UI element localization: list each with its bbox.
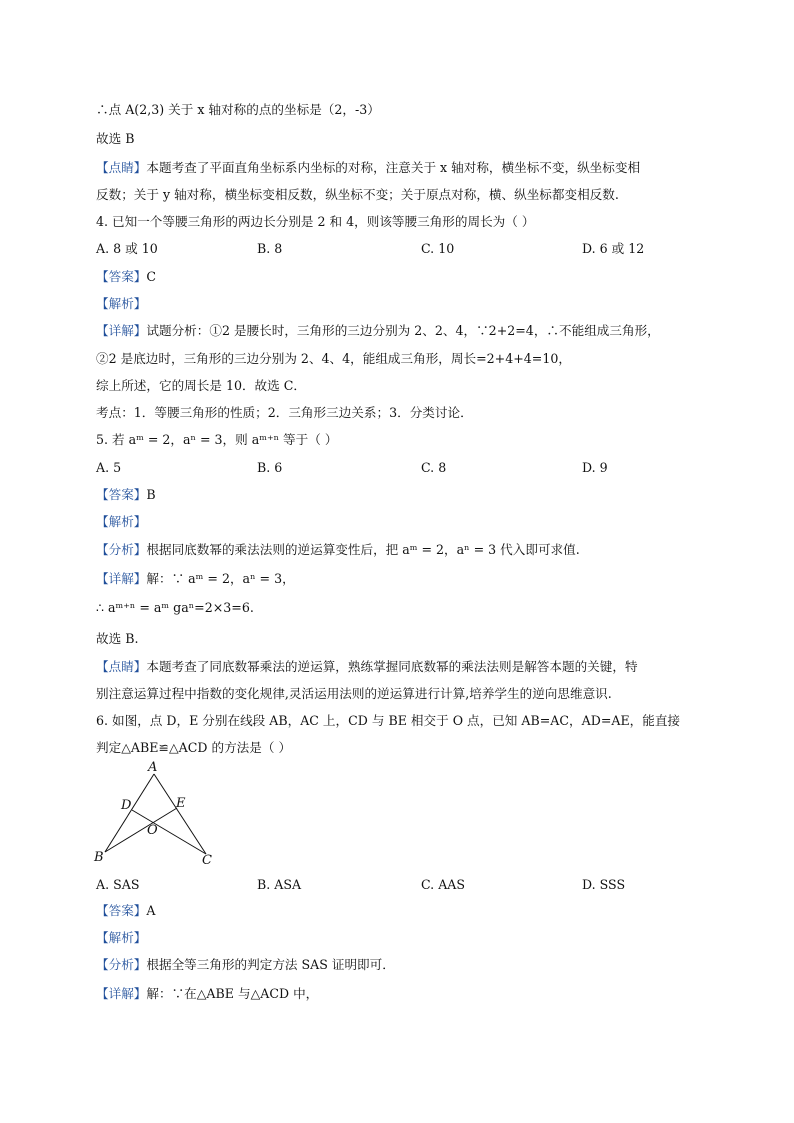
q5-option-d: D. 9	[582, 460, 608, 475]
section-tag: 【分析】	[96, 542, 147, 557]
section-tag: 【点睛】	[96, 659, 147, 674]
q4-analysis-heading	[96, 295, 146, 313]
section-tag: 【详解】	[96, 571, 147, 586]
q4-option-c: C. 10	[421, 241, 455, 256]
label-d: D	[121, 798, 132, 813]
section-tag: 【点睛】	[96, 160, 147, 175]
label-a: A	[148, 760, 158, 775]
q6-option-c: C. AAS	[421, 877, 466, 892]
section-tag: 【答案】	[96, 269, 147, 284]
label-c: C	[202, 853, 212, 868]
q6-detail: 【详解】解：∵在△ABE 与△ACD 中，	[96, 986, 319, 1001]
q6-analysis-heading	[96, 929, 146, 947]
question-6-line-2: 判定△ABE≌△ACD 的方法是（ ）	[96, 740, 292, 755]
section-tag: 【详解】	[96, 986, 147, 1001]
q6-option-b: B. ASA	[257, 877, 302, 892]
question-5: 5. 若 aᵐ = 2，aⁿ = 3，则 aᵐ⁺ⁿ 等于（ ）	[96, 432, 338, 447]
question-4: 4. 已知一个等腰三角形的两边长分别是 2 和 4，则该等腰三角形的周长为（ ）	[96, 214, 535, 229]
q4-answer: 【答案】C	[96, 269, 157, 284]
q5-comment-1: 【点睛】本题考查了同底数幂乘法的逆运算，熟练掌握同底数幂的乘法法则是解答本题的关键，特	[96, 659, 638, 674]
section-tag: 【分析】	[96, 957, 147, 972]
line-conclusion: ∴点 A(2,3) 关于 x 轴对称的点的坐标是（2，-3）	[96, 102, 380, 117]
q4-option-a: A. 8 或 10	[96, 241, 158, 256]
segment-ab	[105, 774, 154, 852]
q5-comment-2: 别注意运算过程中指数的变化规律,灵活运用法则的逆运算进行计算,培养学生的逆向思维意识.	[96, 686, 612, 701]
q6-option-a: A. SAS	[96, 877, 140, 892]
q4-detail-2: ②2 是底边时，三角形的三边分别为 2、4、4，能组成三角形，周长=2+4+4=10，	[96, 351, 571, 366]
q6-analysis: 【分析】根据全等三角形的判定方法 SAS 证明即可．	[96, 957, 395, 972]
label-e: E	[176, 796, 186, 811]
label-o: O	[147, 823, 158, 838]
section-tag: 【解析】	[96, 930, 147, 945]
q4-detail-1: 【详解】试题分析：①2 是腰长时，三角形的三边分别为 2、2、4，∵2+2=4，∴不能组成三角形，	[96, 323, 660, 338]
line-choose: 故选 B	[96, 131, 135, 146]
section-tag: 【解析】	[96, 296, 147, 311]
q4-points: 考点：1．等腰三角形的性质；2．三角形三边关系；3．分类讨论．	[96, 405, 473, 420]
q5-answer: 【答案】B	[96, 487, 156, 502]
q4-option-d: D. 6 或 12	[582, 241, 645, 256]
q5-choose: 故选 B.	[96, 631, 139, 646]
section-tag: 【答案】	[96, 487, 147, 502]
section-tag: 【解析】	[96, 514, 147, 529]
section-tag: 【答案】	[96, 903, 147, 918]
q4-option-b: B. 8	[257, 241, 283, 256]
line-comment-2: 反数；关于 y 轴对称，横坐标变相反数，纵坐标不变；关于原点对称，横、纵坐标都变相反数.	[96, 187, 619, 202]
line-comment-1: 【点睛】本题考查了平面直角坐标系内坐标的对称，注意关于 x 轴对称，横坐标不变，纵坐标变相	[96, 160, 641, 175]
question-6-line-1: 6. 如图，点 D，E 分别在线段 AB，AC 上，CD 与 BE 相交于 O 点，已知 AB=AC，AD=AE，能直接	[96, 713, 681, 728]
q5-detail-1: 【详解】解：∵ aᵐ = 2，aⁿ = 3，	[96, 571, 295, 586]
label-b: B	[94, 850, 104, 865]
q5-detail-2: ∴ aᵐ⁺ⁿ = aᵐ gaⁿ=2×3=6.	[96, 600, 254, 615]
triangle-figure	[92, 758, 222, 870]
q5-analysis-heading	[96, 513, 146, 531]
section-tag: 【详解】	[96, 323, 147, 338]
q5-analysis: 【分析】根据同底数幂的乘法法则的逆运算变性后，把 aᵐ = 2，aⁿ = 3 代入即可求值.	[96, 542, 580, 557]
segment-ac	[154, 774, 206, 854]
q6-option-d: D. SSS	[582, 877, 626, 892]
q4-detail-3: 综上所述，它的周长是 10．故选 C．	[96, 378, 306, 393]
q5-option-a: A. 5	[96, 460, 122, 475]
segment-cd	[132, 810, 206, 854]
q5-option-b: B. 6	[257, 460, 283, 475]
q5-option-c: C. 8	[421, 460, 447, 475]
q6-answer: 【答案】A	[96, 903, 156, 918]
